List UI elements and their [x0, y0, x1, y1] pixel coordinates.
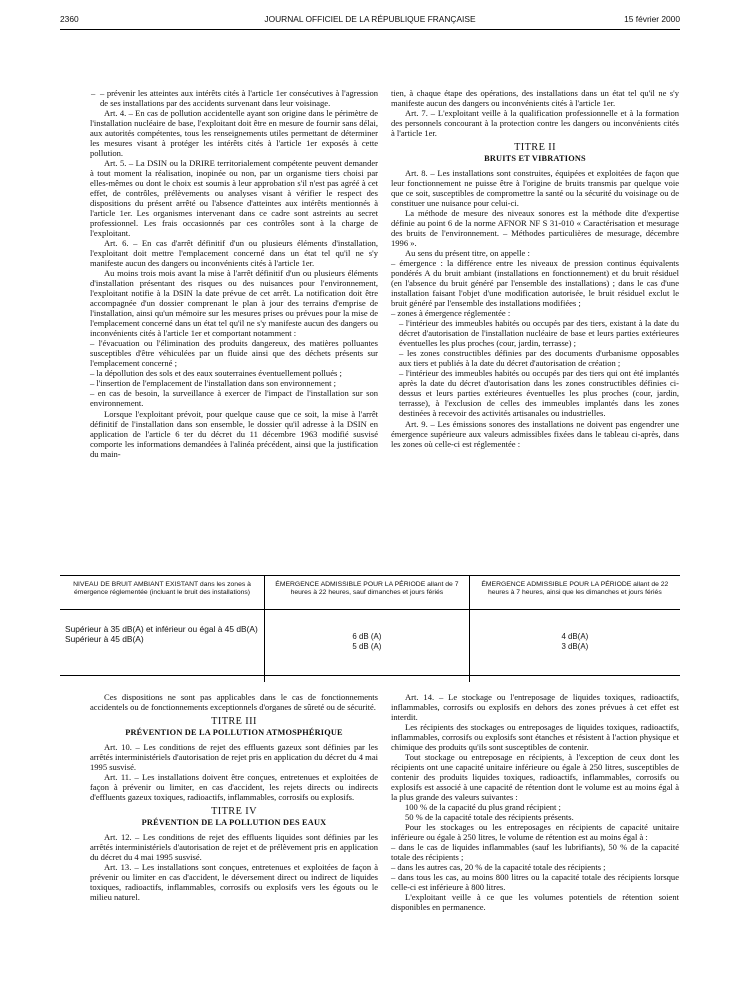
list-item: – les zones constructibles définies par des documents d'urbanisme opposables aux tiers et publiés à la date du décret d'autorisation de création ;: [399, 348, 679, 369]
right-column-bottom: [391, 692, 679, 912]
table-cell: [60, 610, 265, 683]
section-subtitle: PRÉVENTION DE LA POLLUTION DES EAUX: [141, 818, 327, 828]
list-item: – la dépollution des sols et des eaux souterraines éventuellement pollués ;: [90, 368, 342, 379]
paragraph: Tout stockage ou entreposage en récipients, à l'exception de ceux dont les récipients ont une capacité unitaire inférieure ou égale à 250 litres, susceptibles de contenir des produits liquides toxiques, radioactifs, inflammables, corrosifs ou explosifs est associé à une capacité de rétention dont le volume est au moins égal à la plus grande des valeurs suivantes :: [391, 752, 679, 803]
paragraph: Art. 13. – Les installations sont conçues, entretenues et exploitées de façon à prévenir ou limiter en cas d'accident, le déversement direct ou indirect de liquides toxiques, radioactifs, inflammables, corrosifs ou explosifs vers les égouts ou le milieu naturel.: [90, 862, 378, 903]
paragraph: Art. 7. – L'exploitant veille à la qualification professionnelle et à la formation des personnels concourant à la protection contre les dangers ou inconvénients cités à l'article 1er.: [391, 108, 679, 139]
section-title: TITRE II: [514, 142, 556, 154]
paragraph: Art. 10. – Les conditions de rejet des effluents gazeux sont définies par les arrêtés interministériels d'autorisation de rejet pris en application du décret du 4 mai 1995 susvisé.: [90, 742, 378, 773]
left-column-top: [90, 88, 378, 459]
paragraph: tien, à chaque étape des opérations, des installations dans un état tel qu'il ne s'y manifeste aucun des dangers ou inconvénients cités à l'article 1er.: [391, 88, 679, 109]
paragraph: Ces dispositions ne sont pas applicables dans le cas de fonctionnements accidentels ou de fonctionnements exceptionnels d'organes de sûreté ou de sécurité.: [90, 692, 378, 713]
list-item: – dans le cas de liquides inflammables (sauf les lubrifiants), 50 % de la capacité totale des récipients ;: [391, 842, 679, 863]
list-item: – l'insertion de l'emplacement de l'installation dans son environnement ;: [90, 378, 337, 389]
paragraph: Art. 4. – En cas de pollution accidentelle ayant son origine dans le périmètre de l'installation nucléaire de base, l'exploitant doit être en mesure de fournir sans délai, aux autorités compétentes, tous les renseignements utiles permettant de déterminer les mesures visant à protéger les intérêts cités à l'article 1er exposés à cette pollution.: [90, 108, 378, 159]
paragraph: Au sens du présent titre, on appelle :: [405, 248, 530, 259]
paragraph: La méthode de mesure des niveaux sonores est la méthode dite d'expertise définie au point 6 de la norme AFNOR NF S 31-010 « Caractérisation et mesurage des bruits de l'environnement. – Méthodes particulières de mesurage, décembre 1996 ».: [391, 208, 679, 249]
paragraph: Pour les stockages ou les entreposages en récipients de capacité unitaire inférieure ou égale à 250 litres, le volume de rétention est au moins égal à :: [391, 822, 679, 843]
section-subtitle: PRÉVENTION DE LA POLLUTION ATMOSPHÉRIQUE: [125, 728, 343, 738]
table-cell: [469, 610, 680, 683]
page-number: 2360: [60, 14, 79, 24]
list-item: – l'intérieur des immeubles habités ou occupés par des tiers qui ont été implantés après la date du décret d'autorisation dans les zones constructibles définies ci-dessus et leurs parties extérieures éventuelles les plus proches (cour, jardin, terrasse), à l'exclusion de celles des immeubles implantés dans les zones destinées à recevoir des activités artisanales ou industrielles.: [399, 368, 679, 419]
paragraph: Les récipients des stockages ou entreposages de liquides toxiques, radioactifs, inflammables, corrosifs ou explosifs sont étanches et résistent à l'action physique et chimique des produits qu'ils sont susceptibles de contenir.: [391, 722, 679, 753]
list-item: – émergence : la différence entre les niveaux de pression continus équivalents pondérés A du bruit ambiant (installations en fonctionnement) et du bruit résiduel (en l'absence du bruit généré par l'ensemble des installations) ; dans le cas d'une installation faisant l'objet d'une modification autorisée, le bruit résiduel exclut le bruit généré par l'ensemble des installations modifiées ;: [391, 258, 679, 309]
journal-title: JOURNAL OFFICIEL DE LA RÉPUBLIQUE FRANÇAISE: [264, 14, 476, 24]
paragraph: Art. 12. – Les conditions de rejet des effluents liquides sont définies par les arrêtés interministériels d'autorisation de rejet et de prélèvement pris en application du décret du 4 mai 1995 susvisé.: [90, 832, 378, 863]
list-item: – l'évacuation ou l'élimination des produits dangereux, des matières polluantes susceptibles d'être véhiculées par un fluide ainsi que des déchets présents sur l'emplacement concerné ;: [90, 338, 378, 369]
paragraph: 100 % de la capacité du plus grand récipient ;: [405, 802, 561, 813]
paragraph: Art. 11. – Les installations doivent être conçues, entretenues et exploitées de façon à prévenir ou limiter, en cas d'accident, les rejets directs ou indirects d'effluents gazeux toxiques, radioactifs, inflammables, corrosifs ou explosifs.: [90, 772, 378, 803]
cell-value: 6 dB (A): [352, 632, 382, 641]
publication-date: 15 février 2000: [624, 14, 680, 24]
table-cell: [265, 610, 470, 683]
table-header: ÉMERGENCE ADMISSIBLE POUR LA PÉRIODE allant de 22 heures à 7 heures, ainsi que les dimanches et jours fériés: [469, 576, 680, 610]
section-title: TITRE IV: [211, 806, 257, 818]
cell-value: 4 dB(A): [561, 632, 589, 641]
page-header: [60, 14, 680, 28]
paragraph: 50 % de la capacité totale des récipients présents.: [405, 812, 574, 823]
table-header: NIVEAU DE BRUIT AMBIANT EXISTANT dans les zones à émergence réglementée (incluant le bruit des installations): [60, 576, 265, 610]
paragraph: Art. 8. – Les installations sont construites, équipées et exploitées de façon que leur fonctionnement ne puisse être à l'origine de bruits transmis par quelque voie que ce soit, susceptibles de compromettre la santé ou la sécurité du voisinage ou de constituer une nuisance pour celui-ci.: [391, 168, 679, 209]
list-item: – l'intérieur des immeubles habités ou occupés par des tiers, existant à la date du décret d'autorisation de l'installation nucléaire de base et leurs parties extérieures éventuelles les plus proches (cour, jardin, terrasse) ;: [399, 318, 679, 349]
noise-emergence-table: [60, 575, 680, 676]
section-subtitle: BRUITS ET VIBRATIONS: [484, 154, 586, 164]
paragraph: Au moins trois mois avant la mise à l'arrêt définitif d'un ou plusieurs éléments d'installation présentant des risques ou des nuisances pour l'environnement, l'exploitant notifie à la DSIN la date prévue de cet arrêt. La notification doit être accompagnée d'un dossier comprenant le plan à jour des terrains d'emprise de l'installation, ainsi qu'un mémoire sur les mesures prises ou prévues pour la mise de l'emplacement concerné dans un état tel qu'il ne s'y manifeste aucun des dangers ou inconvénients cités à l'article 1er et comportant notamment :: [90, 268, 378, 339]
table-header: ÉMERGENCE ADMISSIBLE POUR LA PÉRIODE allant de 7 heures à 22 heures, sauf dimanches et jours fériés: [265, 576, 470, 610]
cell-value: 3 dB(A): [561, 642, 589, 652]
row-label: Supérieur à 45 dB(A): [65, 634, 144, 645]
left-column-bottom: [90, 692, 378, 902]
paragraph: Art. 9. – Les émissions sonores des installations ne doivent pas engendrer une émergence supérieure aux valeurs admissibles fixées dans le tableau ci-après, dans les zones où celle-ci est réglementée :: [391, 418, 679, 449]
section-title: TITRE III: [211, 716, 257, 728]
row-label: Supérieur à 35 dB(A) et inférieur ou égal à 45 dB(A): [65, 624, 258, 634]
paragraph: Art. 14. – Le stockage ou l'entreposage de liquides toxiques, radioactifs, inflammables, corrosifs ou explosifs en dehors des zones prévues à cet effet est interdit.: [391, 692, 679, 723]
list-item: – dans les autres cas, 20 % de la capacité totale des récipients ;: [391, 862, 606, 873]
header-rule: [60, 29, 680, 30]
cell-value: 5 dB (A): [352, 642, 382, 652]
paragraph: – – prévenir les atteintes aux intérêts cités à l'article 1er consécutives à l'agression de ses installations par des accidents survenant dans leur voisinage.: [90, 88, 378, 108]
list-item: – zones à émergence réglementée :: [391, 308, 511, 319]
list-item: – en cas de besoin, la surveillance à exercer de l'impact de l'installation sur son environnement.: [90, 388, 378, 409]
right-column-top: [391, 88, 679, 449]
paragraph: L'exploitant veille à ce que les volumes potentiels de rétention soient disponibles en permanence.: [391, 892, 679, 913]
list-item: – dans tous les cas, au moins 800 litres ou la capacité totale des récipients lorsque celle-ci est inférieure à 800 litres.: [391, 872, 679, 893]
paragraph: Art. 5. – La DSIN ou la DRIRE territorialement compétente peuvent demander à tout moment la réalisation, inopinée ou non, par un organisme tiers choisi par elles-mêmes ou dont le choix est soumis à leur approbation s'il n'est pas agréé à cet effet, de contrôles, prélèvements ou analyses visant à vérifier le respect des dispositions du présent arrêté ou l'absence d'atteintes aux intérêts mentionnés à l'article 1er. Les organismes intervenant dans ce cadre sont astreints au secret professionnel. Les frais occasionnés par ces contrôles sont à la charge de l'exploitant.: [90, 158, 378, 239]
paragraph: Lorsque l'exploitant prévoit, pour quelque cause que ce soit, la mise à l'arrêt définitif de l'installation dans son ensemble, le dossier qu'il adresse à la DSIN en application de l'article 6 ter du décret du 11 décembre 1963 modifié susvisé comporte les informations demandées à l'alinéa précédent, ainsi que la justification du main-: [90, 408, 378, 459]
paragraph: Art. 6. – En cas d'arrêt définitif d'un ou plusieurs éléments d'installation, l'exploitant doit mettre l'emplacement concerné dans un état tel qu'il ne s'y manifeste aucun des dangers ou inconvénients cités à l'article 1er.: [90, 238, 378, 269]
